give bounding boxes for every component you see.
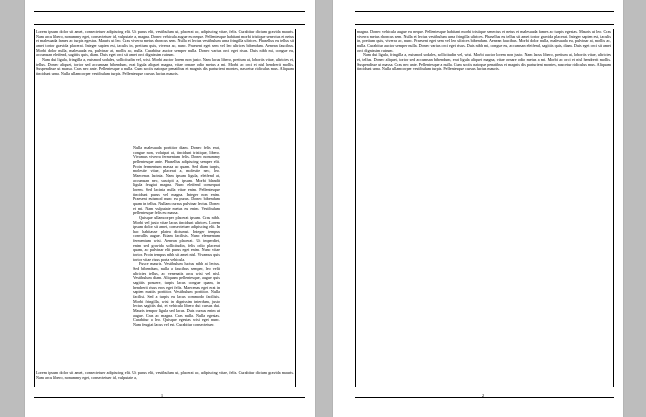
page-number: 2 — [481, 393, 485, 398]
frame-right-line — [295, 29, 296, 387]
paragraph: magna. Donec vehicula augue eu neque. Pellentesque habitant morbi tristique senectus et netus et malesuada fames ac turpis egestas. Mauris ut leo. Cras viverra metus rhoncus sem. Nulla et lectus vestibulum urna fringilla ultrices. Phasellus eu tellus sit amet tortor gravida placerat. Integer sapien est, iaculis in, pretium quis, viverra ac, nunc. Praesent eget sem vel leo ultrices bibendum. Aenean faucibus. Morbi dolor nulla, malesuada eu, pulvinar at, mollis ac, nulla. Curabitur auctor semper nulla. Donec varius orci eget risus. Duis nibh mi, congue eu, accumsan eleifend, sagittis quis, diam. Duis eget orci sit amet orci dignissim rutrum. — [357, 30, 611, 53]
frame-left-line — [355, 29, 356, 387]
paragraph: Fusce mauris. Vestibulum luctus nibh at lectus. Sed bibendum, nulla a faucibus semper, leo velit ultricies tellus, ac venenatis arcu wisi vel nisl. Vestibulum diam. Aliquam pellentesque, augue quis sagittis posuere, turpis lacus congue quam, in hendrerit risus eros eget felis. Maecenas eget erat in sapien mattis porttitor. Vestibulum porttitor. Nulla facilisi. Sed a turpis eu lacus commodo facilisis. Morbi fringilla, wisi in dignissim interdum, justo lectus sagittis dui, et vehicula libero dui cursus dui. Mauris tempor ligula sed lacus. Duis cursus enim ut augue. Cras ac magna. Cras nulla. Nulla egestas. Curabitur a leo. Quisque egestas wisi eget nunc. Nam feugiat lacus vel est. Curabitur consectetuer. — [133, 261, 220, 327]
top-text-block — [36, 30, 294, 139]
frame-right-line — [613, 29, 614, 387]
header-rule-top — [355, 11, 614, 12]
header-rule-bottom — [355, 24, 614, 25]
paragraph: Nulla malesuada porttitor diam. Donec felis erat, congue non, volutpat at, tincidunt tristique, libero. Vivamus viverra fermentum felis. Donec nonummy pellentesque ante. Phasellus adipiscing semper elit. Proin fermentum massa ac quam. Sed diam turpis, molestie vitae, placerat a, molestie nec, leo. Maecenas lacinia. Nam ipsum ligula, eleifend at, accumsan nec, suscipit a, ipsum. Morbi blandit ligula feugiat magna. Nunc eleifend consequat lorem. Sed lacinia nulla vitae enim. Pellentesque tincidunt purus vel magna. Integer non enim. Praesent euismod nunc eu purus. Donec bibendum quam in tellus. Nullam cursus pulvinar lectus. Donec et mi. Nam vulputate metus eu enim. Vestibulum pellentesque felis eu massa. — [133, 146, 220, 216]
paragraph: Quisque ullamcorper placerat ipsum. Cras nibh. Morbi vel justo vitae lacus tincidunt ultrices. Lorem ipsum dolor sit amet, consectetuer adipiscing elit. In hac habitasse platea dictumst. Integer tempus convallis augue. Etiam facilisis. Nunc elementum fermentum wisi. Aenean placerat. Ut imperdiet, enim sed gravida sollicitudin, felis odio placerat quam, ac pulvinar elit purus eget enim. Nunc vitae tortor. Proin tempus nibh sit amet nisl. Vivamus quis tortor vitae risus porta vehicula. — [133, 214, 220, 262]
top-text-block — [357, 30, 611, 116]
paragraph: Lorem ipsum dolor sit amet, consectetuer adipiscing elit. Ut purus elit, vestibulum ut, placerat ac, adipiscing vitae, felis. Curabitur dictum gravida mauris. Nam arcu libero, nonummy eget, consectetuer id, vulputate a, — [36, 371, 294, 380]
header-rule-top — [34, 11, 305, 12]
page-number: 1 — [160, 393, 164, 398]
bottom-text-block — [36, 371, 294, 385]
paragraph: Lorem ipsum dolor sit amet, consectetuer adipiscing elit. Ut purus elit, vestibulum ut, placerat ac, adipiscing vitae, felis. Curabitur dictum gravida mauris. Nam arcu libero, nonummy eget, consectetuer id, vulputate a, magna. Donec vehicula augue eu neque. Pellentesque habitant morbi tristique senectus et netus et malesuada fames ac turpis egestas. Mauris ut leo. Cras viverra metus rhoncus sem. Nulla et lectus vestibulum urna fringilla ultrices. Phasellus eu tellus sit amet tortor gravida placerat. Integer sapien est, iaculis in, pretium quis, viverra ac, nunc. Praesent eget sem vel leo ultrices bibendum. Aenean faucibus. Morbi dolor nulla, malesuada eu, pulvinar at, mollis ac, nulla. Curabitur auctor semper nulla. Donec varius orci eget risus. Duis nibh mi, congue eu, accumsan eleifend, sagittis quis, diam. Duis eget orci sit amet orci dignissim rutrum. — [36, 30, 294, 58]
paragraph: Nam dui ligula, fringilla a, euismod sodales, sollicitudin vel, wisi. Morbi auctor lorem non justo. Nam lacus libero, pretium at, lobortis vitae, ultricies et, tellus. Donec aliquet, tortor sed accumsan bibendum, erat ligula aliquet magna, vitae ornare odio metus a mi. Morbi ac orci et nisl hendrerit mollis. Suspendisse ut massa. Cras nec ante. Pellentesque a nulla. Cum sociis natoque penatibus et magnis dis parturient montes, nascetur ridiculus mus. Aliquam tincidunt urna. Nulla ullamcorper vestibulum turpis. Pellentesque cursus luctus mauris. — [357, 52, 611, 72]
header-rule-bottom — [34, 24, 305, 25]
page-2[interactable] — [333, 0, 623, 417]
page-1[interactable] — [25, 0, 315, 417]
column-text-block — [133, 146, 220, 360]
paragraph: Nam dui ligula, fringilla a, euismod sodales, sollicitudin vel, wisi. Morbi auctor lorem non justo. Nam lacus libero, pretium at, lobortis vitae, ultricies et, tellus. Donec aliquet, tortor sed accumsan bibendum, erat ligula aliquet magna, vitae ornare odio metus a mi. Morbi ac orci et nisl hendrerit mollis. Suspendisse ut massa. Cras nec ante. Pellentesque a nulla. Cum sociis natoque penatibus et magnis dis parturient montes, nascetur ridiculus mus. Aliquam tincidunt urna. Nulla ullamcorper vestibulum turpis. Pellentesque cursus luctus mauris. — [36, 56, 294, 76]
frame-left-line — [34, 29, 35, 387]
